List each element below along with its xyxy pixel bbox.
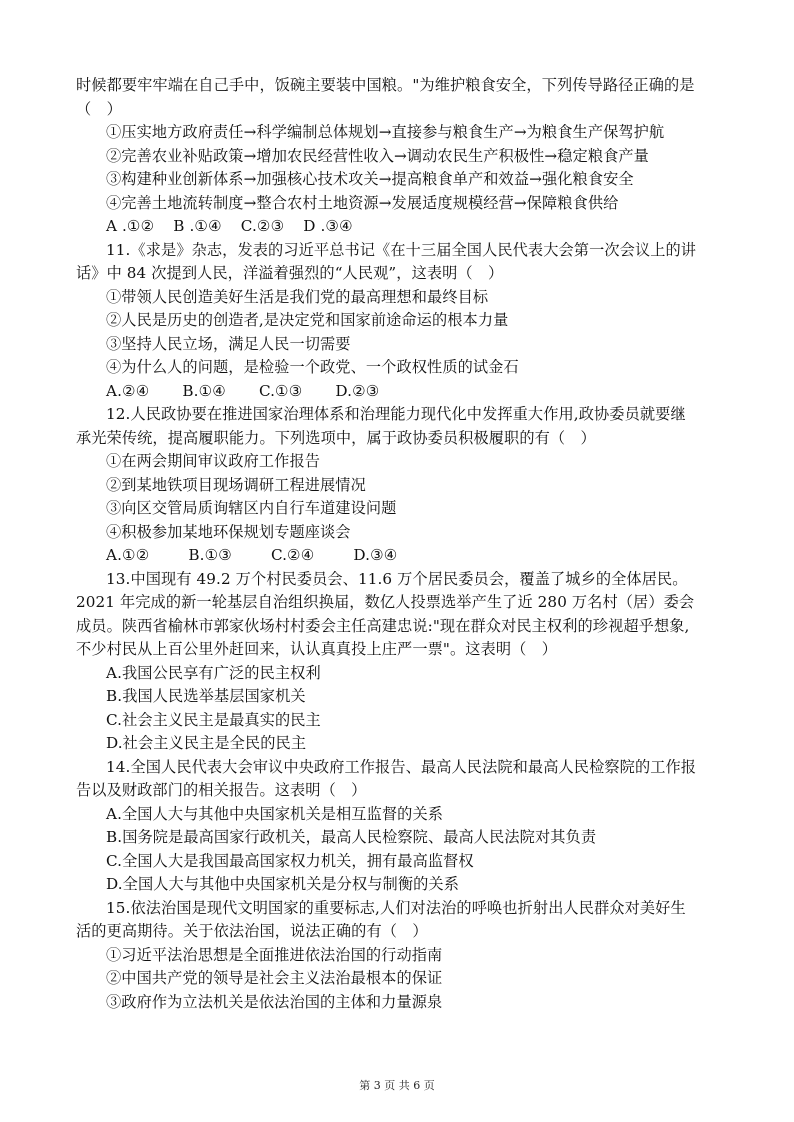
question-text-line: 11.《求是》杂志，发表的习近平总书记《在十三届全国人民代表大会第一次会议上的讲 [106,240,697,259]
answer-choice: D .③④ [303,217,353,235]
question-text-line: 承光荣传统，提高履职能力。下列选项中，属于政协委员积极履职的有（ ） [76,428,596,447]
option-b: B.国务院是最高国家行政机关，最高人民检察院、最高人民法院对其负责 [106,828,597,846]
statement-item: ③政府作为立法机关是依法治国的主体和力量源泉 [106,992,443,1011]
question-text-line: 13.中国现有 49.2 万个村民委员会、11.6 万个居民委员会，覆盖了城乡的全体居民。 [106,569,688,588]
question-14 [76,756,726,897]
question-11 [76,239,726,404]
question-13 [76,568,726,756]
answer-choice: A.②④ [106,381,150,400]
answer-choice: B.①③ [188,546,232,564]
question-12 [76,403,726,568]
question-text-line: （ ） [76,99,122,118]
question-text-line: 不少村民从上百公里外赶回来，认认真真投上庄严一票"。这表明（ ） [76,640,557,658]
statement-item: ②完善农业补贴政策→增加农民经营性收入→调动农民生产积极性→稳定粮食产量 [106,146,649,165]
answer-choice: C.①③ [258,381,303,400]
question-text-line: 时候都要牢牢端在自己手中，饭碗主要装中国粮。"为维护粮食安全，下列传导路径正确的是 [76,76,695,94]
question-text-line: 12.人民政协要在推进国家治理体系和治理能力现代化中发挥重大作用,政协委员就要继 [106,405,686,423]
question-text-line: 2021 年完成的新一轮基层自治组织换届，数亿人投票选举产生了近 280 万名村（居）委会 [76,593,695,611]
statement-item: ③向区交管局质询辖区内自行车道建设问题 [106,499,397,517]
question-text-line: 活的更高期待。关于依法治国，说法正确的有（ ） [76,922,428,940]
option-d: D.社会主义民主是全民的民主 [106,734,307,752]
answer-choice: C.②③ [240,217,285,235]
question-text-line: 话》中 84 次提到人民，洋溢着强烈的“人民观”，这表明（ ） [76,264,504,282]
option-a: A.我国公民享有广泛的民主权利 [106,663,321,682]
answer-choices [76,544,726,568]
statement-item: ②人民是历史的创造者,是决定党和国家前途命运的根本力量 [106,311,509,329]
statement-item: ①压实地方政府责任→科学编制总体规划→直接参与粮食生产→为粮食生产保驾护航 [106,123,665,141]
statement-item: ③坚持人民立场，满足人民一切需要 [106,334,351,353]
statement-item: ①习近平法治思想是全面推进依法治国的行动指南 [106,945,443,964]
option-c: C.全国人大是我国最高国家权力机关，拥有最高监督权 [106,851,474,870]
answer-choices [76,380,726,404]
option-a: A.全国人大与其他中央国家机关是相互监督的关系 [106,804,444,823]
option-d: D.全国人大与其他中央国家机关是分权与制衡的关系 [106,875,459,893]
answer-choice: B .①④ [173,217,222,235]
question-text-line: 成员。陕西省榆林市郭家伙场村村委会主任高建忠说:"现在群众对民主权利的珍视超乎想象, [76,616,690,635]
statement-item: ①在两会期间审议政府工作报告 [106,452,321,470]
answer-choice: C.②④ [270,546,315,564]
answer-choice: A.①② [106,546,150,564]
answer-choice: D.②③ [335,381,380,400]
statement-item: ③构建种业创新体系→加强核心技术攻关→提高粮食单产和效益→强化粮食安全 [106,170,634,188]
answer-choice: D.③④ [353,546,398,564]
statement-item: ②中国共产党的领导是社会主义法治最根本的保证 [106,969,443,987]
exam-content [76,74,726,1014]
answer-choice: A .①② [106,217,155,235]
question-text-line: 14.全国人民代表大会审议中央政府工作报告、最高人民法院和最高人民检察院的工作报 [106,757,697,776]
question-15 [76,897,726,1015]
question-text-line: 15.依法治国是现代文明国家的重要标志,人们对法治的呼唤也折射出人民群众对美好生 [106,898,686,917]
statement-item: ①带领人民创造美好生活是我们党的最高理想和最终目标 [106,287,489,306]
question-10 [76,74,726,239]
option-c: C.社会主义民主是最真实的民主 [106,710,321,729]
page-footer: 第 3 页 共 6 页 [359,1079,435,1092]
statement-item: ②到某地铁项目现场调研工程进展情况 [106,475,366,494]
statement-item: ④积极参加某地环保规划专题座谈会 [106,522,351,541]
answer-choices [76,215,726,239]
statement-item: ④完善土地流转制度→整合农村土地资源→发展适度规模经营→保障粮食供给 [106,193,619,212]
answer-choice: B.①④ [182,381,226,400]
question-text-line: 告以及财政部门的相关报告。这表明（ ） [76,781,367,799]
option-b: B.我国人民选举基层国家机关 [106,687,306,705]
statement-item: ④为什么人的问题，是检验一个政党、一个政权性质的试金石 [106,358,519,376]
